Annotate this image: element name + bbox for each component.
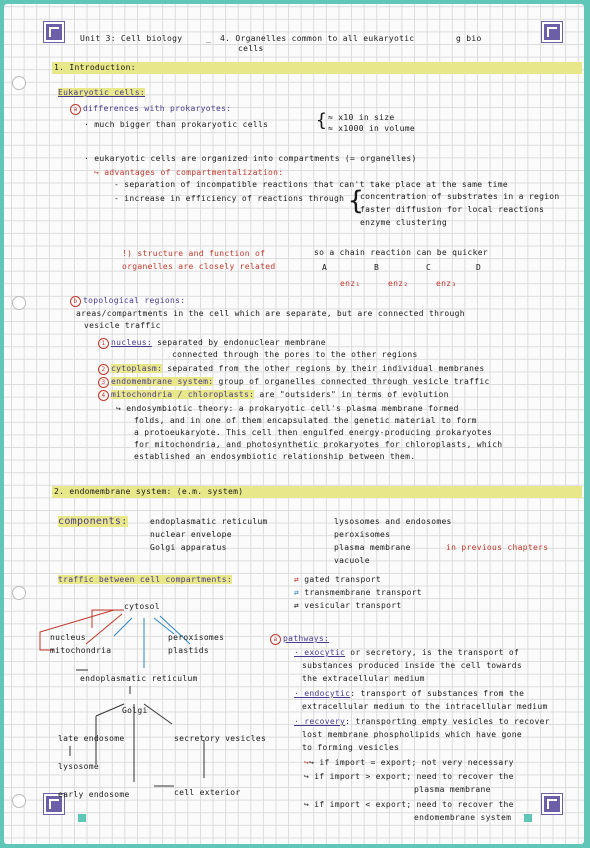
endomembrane-label: endomembrane system: [111, 377, 214, 386]
section-1-title: 1. Introduction: [54, 63, 136, 72]
topo-def: areas/compartments in the cell which are separate, but are connected through [76, 309, 465, 318]
recovery-case: ↪ if import > export; need to recover the [304, 772, 514, 781]
enz1-label: enz₁ [340, 279, 361, 288]
component-item: endoplasmatic reticulum [150, 517, 268, 526]
subsection-num: a [70, 104, 81, 115]
recovery-text: : transporting empty vesicles to recover [345, 717, 550, 726]
transport-type: transmembrane transport [304, 588, 422, 597]
structure-note: !) structure and function of [122, 249, 266, 258]
recovery-case: ↪ if import < export; need to recover the [304, 800, 514, 809]
mito-label: mitochondria / chloroplasts: [111, 390, 255, 399]
endosym-text: ↪ endosymbiotic theory: a prokaryotic cell's plasma membrane formed [116, 404, 459, 413]
separation-text: - separation of incompatible reactions that can't take place at the same time [114, 180, 508, 189]
diagram-secretory: secretory vesicles [174, 734, 267, 743]
diagram-late-endosome: late endosome [58, 734, 125, 743]
endosym-text: established an endosymbiotic relationship between them. [134, 452, 416, 461]
transport-type: gated transport [304, 575, 381, 584]
component-item: peroxisomes [334, 530, 391, 539]
structure-note-cont: organelles are closely related [122, 262, 276, 271]
component-item: vacuole [334, 556, 370, 565]
chain-b: B [374, 263, 380, 272]
subsection-num: a [270, 634, 281, 645]
cytoplasm-text: separated from the other regions by their individual membranes [167, 364, 485, 373]
advantages-label: ↪ advantages of compartmentalization: [94, 168, 284, 177]
nucleus-text: separated by endonuclear membrane [157, 338, 326, 347]
chain-d: D [476, 263, 482, 272]
exocytic-label: · exocytic [294, 648, 346, 657]
endosym-text: folds, and in one of them encapsulated the genetic material to form [134, 416, 477, 425]
components-title: components: [58, 516, 128, 527]
diagram-lysosome: lysosome [58, 762, 99, 771]
header-dash: _ [206, 34, 212, 43]
recovery-text: to forming vesicles [302, 743, 400, 752]
efficiency-text: - increase in efficiency of reactions through [114, 194, 345, 203]
endocytic-text: extracellular medium to the intracellular medium [302, 702, 548, 711]
diagram-golgi: Golgi [122, 706, 148, 715]
item-num: 1 [98, 338, 109, 349]
endocytic-label: · endocytic [294, 689, 351, 698]
diagram-mitochondria: mitochondria [50, 646, 112, 655]
chain-a: A [322, 263, 328, 272]
diagram-plastids: plastids [168, 646, 209, 655]
bigger-text: · much bigger than prokaryotic cells [84, 120, 269, 129]
previous-chapters-note: in previous chapters [446, 543, 549, 552]
grade-label: g bio [456, 34, 482, 43]
diagram-nucleus: nucleus [50, 633, 86, 642]
item-num: 3 [98, 377, 109, 388]
enz2-label: enz₂ [388, 279, 409, 288]
endosym-text: for mitochondria, and photosynthetic prokaryotes for chloroplasts, which [134, 440, 503, 449]
diagram-cell-exterior: cell exterior [174, 788, 241, 797]
recovery-case: ↪ if import = export; not very necessary [309, 758, 514, 767]
exocytic-text: the extracellular medium [302, 674, 425, 683]
endocytic-text: : transport of substances from the [350, 689, 525, 698]
diagram-er: endoplasmatic reticulum [80, 674, 198, 683]
recovery-case-cont: plasma membrane [414, 785, 491, 794]
cytoplasm-label: cytoplasm: [111, 364, 163, 373]
recovery-label: · recovery [294, 717, 346, 726]
concentration-text: concentration of substrates in a region [360, 192, 560, 201]
nucleus-label: nucleus: [111, 338, 152, 347]
exocytic-text: substances produced inside the cell towards [302, 661, 523, 670]
enz3-label: enz₃ [436, 279, 457, 288]
diffusion-text: faster diffusion for local reactions [360, 205, 545, 214]
pathways-label: pathways: [283, 634, 330, 643]
topic-title-cont: cells [238, 44, 264, 53]
diagram-cytosol: cytosol [124, 602, 160, 611]
nucleus-text-cont: connected through the pores to the other regions [172, 350, 418, 359]
exocytic-text: or secretory, is the transport of [350, 648, 520, 657]
organized-text: · eukaryotic cells are organized into compartments (= organelles) [84, 154, 417, 163]
recovery-text: lost membrane phospholipids which have gone [302, 730, 523, 739]
traffic-title: traffic between cell compartments: [58, 575, 232, 584]
topo-def-cont: vesicle traffic [84, 321, 161, 330]
component-item: Golgi apparatus [150, 543, 227, 552]
notebook-page: Unit 3: Cell biology _ 4. Organelles common to all eukaryotic cells g bio 1. Introduction: Eukaryotic cells: a differences with prokaryotes: · much bigger than prokaryotic cells { ≈ x10 in size ≈ x1000 in volume · eukaryotic cells are organized into compartments (= organelles) ↪ advantages of compartmentalization: - separation of incompatible reactions that can't take place at the same time - increase in efficiency of reactions through { concentration of substrates in a region faster diffusion for local reactions enzyme clustering !) structure and function of organelles are closely related so a chain reaction can be quicker A B C D enz₁ enz₂ enz₃ b topological regions: areas/compartments in the cell which are separate, but are connected through vesicle traffic 1 nucleus: separated by endonuclear membrane connected through the pores to the other regions 2 cytoplasm: separated from the other regions by their individual membranes 3 endomembrane system: group of organelles connected through vesicle traffic 4 mitochondria / chloroplasts: are "outsiders" in terms of evolution ↪ endosymbiotic theory: a prokaryotic cell's plasma membrane formed folds, and in one of them encapsulated the genetic material to form a protoeukaryote. This cell then engulfed energy-producing prokaryotes for mitochondria, and photosynthetic prokaryotes for chloroplasts, which established an endosymbiotic relationship between them. 2. endomembrane system: (e.m. system) components: endoplasmatic reticulum nuclear envelope Golgi apparatus lysosomes and endosomes peroxisomes plasma membrane vacuole in previous chapters traffic between cell compartments: ⇄ gated transport ⇄ transmembrane transport ⇄ vesicular transport cytosol nucleus mitochondria peroxisomes plastids endoplasmatic reticulum Golgi late endosome secretory vesicles lysosome early endosome cell exterior a pathways: · exocytic or secretory, is the transport of substances produced inside the cell towards the extracellular medium · endocytic: transport of substances from the extracellular medium to the intracellular medium · recovery: transporting empty vesicles to recover lost membrane phospholipids which have gone to forming vesicles ↪↪ if import = export; not very necessary ↪ if import > export; need to recover the plasma membrane ↪ if import < export; need to recover the endomembrane system [4, 4, 584, 844]
brace-icon: { [316, 110, 328, 131]
unit-title: Unit 3: Cell biology [80, 34, 183, 43]
chain-text: so a chain reaction can be quicker [314, 248, 488, 257]
enzyme-text: enzyme clustering [360, 218, 447, 227]
volume-text: ≈ x1000 in volume [328, 124, 415, 133]
diff-label: differences with prokaryotes: [83, 104, 232, 113]
item-num: 4 [98, 390, 109, 401]
recovery-case-cont: endomembrane system [414, 813, 512, 822]
section-2-title: 2. endomembrane system: (e.m. system) [54, 487, 244, 496]
item-num: 2 [98, 364, 109, 375]
endomembrane-text: group of organelles connected through vesicle traffic [218, 377, 490, 386]
component-item: plasma membrane [334, 543, 411, 552]
diagram-early-endosome: early endosome [58, 790, 130, 799]
component-item: nuclear envelope [150, 530, 232, 539]
eukaryotic-title: Eukaryotic cells: [58, 88, 145, 97]
chain-c: C [426, 263, 432, 272]
brace-icon: { [348, 186, 364, 216]
endosym-text: a protoeukaryote. This cell then engulfed energy-producing prokaryotes [134, 428, 493, 437]
topo-label: topological regions: [83, 296, 186, 305]
subsection-num: b [70, 296, 81, 307]
diagram-peroxisomes: peroxisomes [168, 633, 225, 642]
size-text: ≈ x10 in size [328, 113, 395, 122]
topic-title: 4. Organelles common to all eukaryotic [220, 34, 415, 43]
transport-type: vesicular transport [304, 601, 402, 610]
mito-text: are "outsiders" in terms of evolution [259, 390, 449, 399]
component-item: lysosomes and endosomes [334, 517, 452, 526]
